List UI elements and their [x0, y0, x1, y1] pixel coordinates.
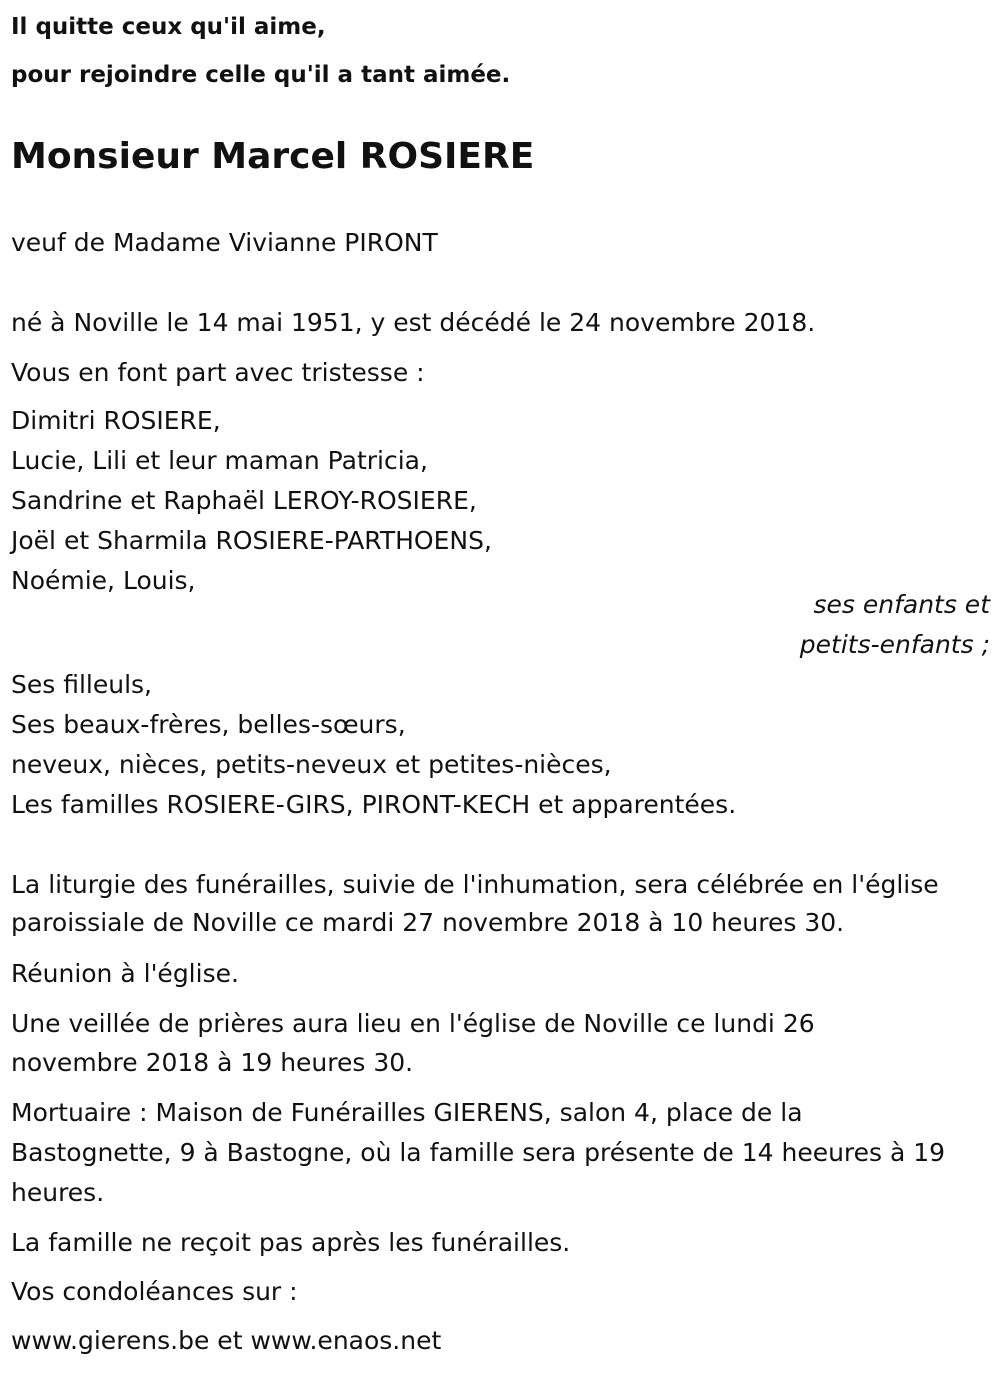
family-children-line: Sandrine et Raphaël LEROY-ROSIERE,	[11, 486, 477, 515]
family-children-line: Lucie, Lili et leur maman Patricia,	[11, 446, 428, 475]
deceased-name: Monsieur Marcel ROSIERE	[11, 136, 535, 177]
condolences-intro: Vos condoléances sur :	[11, 1277, 298, 1306]
birth-death-line: né à Noville le 14 mai 1951, y est décédé le 24 novembre 2018.	[11, 308, 816, 337]
family-others-line: Les familles ROSIERE-GIRS, PIRONT-KECH et apparentées.	[11, 790, 737, 819]
mortuary-line-2: Bastognette, 9 à Bastogne, où la famille sera présente de 14 heeures à 19	[11, 1138, 946, 1167]
epigraph-line-1: Il quitte ceux qu'il aime,	[11, 14, 326, 40]
children-caption-line-1: ses enfants et	[813, 590, 990, 619]
announce-intro: Vous en font part avec tristesse :	[11, 358, 425, 387]
mortuary-line-1: Mortuaire : Maison de Funérailles GIERENS, salon 4, place de la	[11, 1098, 803, 1127]
family-children-line: Joël et Sharmila ROSIERE-PARTHOENS,	[11, 526, 492, 555]
vigil-line-1: Une veillée de prières aura lieu en l'église de Noville ce lundi 26	[11, 1009, 815, 1038]
liturgy-line-2: paroissiale de Noville ce mardi 27 novembre 2018 à 10 heures 30.	[11, 908, 845, 937]
vigil-line-2: novembre 2018 à 19 heures 30.	[11, 1048, 414, 1077]
family-children-line: Dimitri ROSIERE,	[11, 406, 221, 435]
mortuary-line-3: heures.	[11, 1178, 105, 1207]
condolences-links: www.gierens.be et www.enaos.net	[11, 1326, 442, 1355]
family-others-line: Ses beaux-frères, belles-sœurs,	[11, 710, 406, 739]
family-others-line: Ses filleuls,	[11, 670, 153, 699]
widower-line: veuf de Madame Vivianne PIRONT	[11, 228, 438, 257]
no-reception-line: La famille ne reçoit pas après les funérailles.	[11, 1228, 571, 1257]
reunion-line: Réunion à l'église.	[11, 959, 239, 988]
liturgy-line-1: La liturgie des funérailles, suivie de l'inhumation, sera célébrée en l'église	[11, 870, 939, 899]
epigraph-line-2: pour rejoindre celle qu'il a tant aimée.	[11, 62, 511, 88]
family-children-line: Noémie, Louis,	[11, 566, 196, 595]
children-caption-line-2: petits-enfants ;	[799, 630, 990, 659]
family-others-line: neveux, nièces, petits-neveux et petites-nièces,	[11, 750, 612, 779]
